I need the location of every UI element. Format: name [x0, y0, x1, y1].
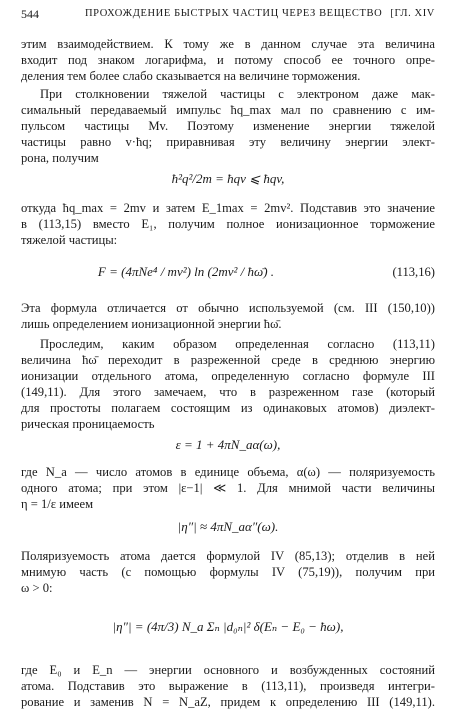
text-line: этим взаимодействием. К тому же в данном случае эта величина — [21, 37, 435, 51]
text-line: тяжелой частицы: — [21, 233, 118, 247]
equation: |η″| ≈ 4πN_aα″(ω). — [177, 519, 279, 534]
text-line: мнимую часть (с помощью формулы IV (75,19)), получим при — [21, 565, 435, 579]
text-line: где E₀ и E_n — энергии основного и возбужденных состояний — [21, 663, 435, 677]
equation: |η″| = (4π/3) N_a Σₙ |d₀ₙ|² δ(Eₙ − E₀ − ħω), — [112, 619, 344, 634]
text-line: η = 1/ε имеем — [21, 497, 94, 511]
text-line: ω > 0: — [21, 581, 53, 595]
text-line: лишь определением ионизационной энергии ħω̄. — [21, 317, 282, 331]
text-line: для простоты полагаем состоящим из одинаковых атомов) диэлект- — [21, 401, 435, 415]
text-line: частицы равно v·ħq; приравнивая эту величину энергии элект- — [21, 135, 435, 149]
text-line: Поляризуемость атома дается формулой IV (85,13); отделив в ней — [21, 549, 435, 563]
text-line: входит под знаком логарифма, и потому способ ее точного опре- — [21, 53, 435, 67]
text-line: деления тем более слабо сказывается на величине торможения. — [21, 69, 361, 83]
text-line: рона, получим — [21, 151, 99, 165]
text-line: одного атома; при этом |ε−1| ≪ 1. Для мнимой части величины — [21, 481, 435, 495]
text-line: Проследим, каким образом определенная согласно (113,11) — [40, 337, 435, 351]
text-line: величина ħω̄ переходит в разреженной среде в среднюю энергию — [21, 353, 435, 367]
page-header — [21, 6, 435, 22]
text-line: ионизации отдельного атома, определенную согласно формуле III — [21, 369, 435, 383]
text-line: где N_a — число атомов в единице объема, α(ω) — поляризуемость — [21, 465, 435, 479]
text-line: (149,11). Для этого замечаем, что в разреженном газе (который — [21, 385, 435, 399]
text-line: откуда ħq_max = 2mv и затем E_1max = 2mv². Подставив это значение — [21, 201, 435, 215]
chapter-label: [ГЛ. XIV — [390, 8, 435, 19]
text-line: рическая проницаемость — [21, 417, 155, 431]
text-line: в (113,15) вместо E₁, получим полное ионизационное торможение — [21, 217, 435, 231]
text-line: При столкновении тяжелой частицы с электроном даже мак- — [40, 87, 435, 101]
text-line: рование и заменив N = N_aZ, придем к определению III (149,11). — [21, 695, 435, 709]
text-line: симальный передаваемый импульс ħq_max мал по сравнению с им- — [21, 103, 435, 117]
equation: ħ²q²/2m = ħqv ⩽ ħqv, — [171, 171, 285, 186]
running-title: ПРОХОЖДЕНИЕ БЫСТРЫХ ЧАСТИЦ ЧЕРЕЗ ВЕЩЕСТВО — [85, 8, 383, 19]
text-line: атома. Подставив это выражение в (113,11), произведя интегри- — [21, 679, 435, 693]
text-line: пульсом частицы Mv. Поэтому изменение энергии тяжелой — [21, 119, 435, 133]
equation: F = (4πNe⁴ / mv²) ln (2mv² / ħω̄) . — [97, 264, 275, 279]
equation-number: (113,16) — [392, 265, 435, 279]
page-number: 544 — [21, 7, 39, 21]
text-line: Эта формула отличается от обычно используемой (см. III (150,10)) — [21, 301, 435, 315]
equation: ε = 1 + 4πN_aα(ω), — [175, 437, 281, 452]
